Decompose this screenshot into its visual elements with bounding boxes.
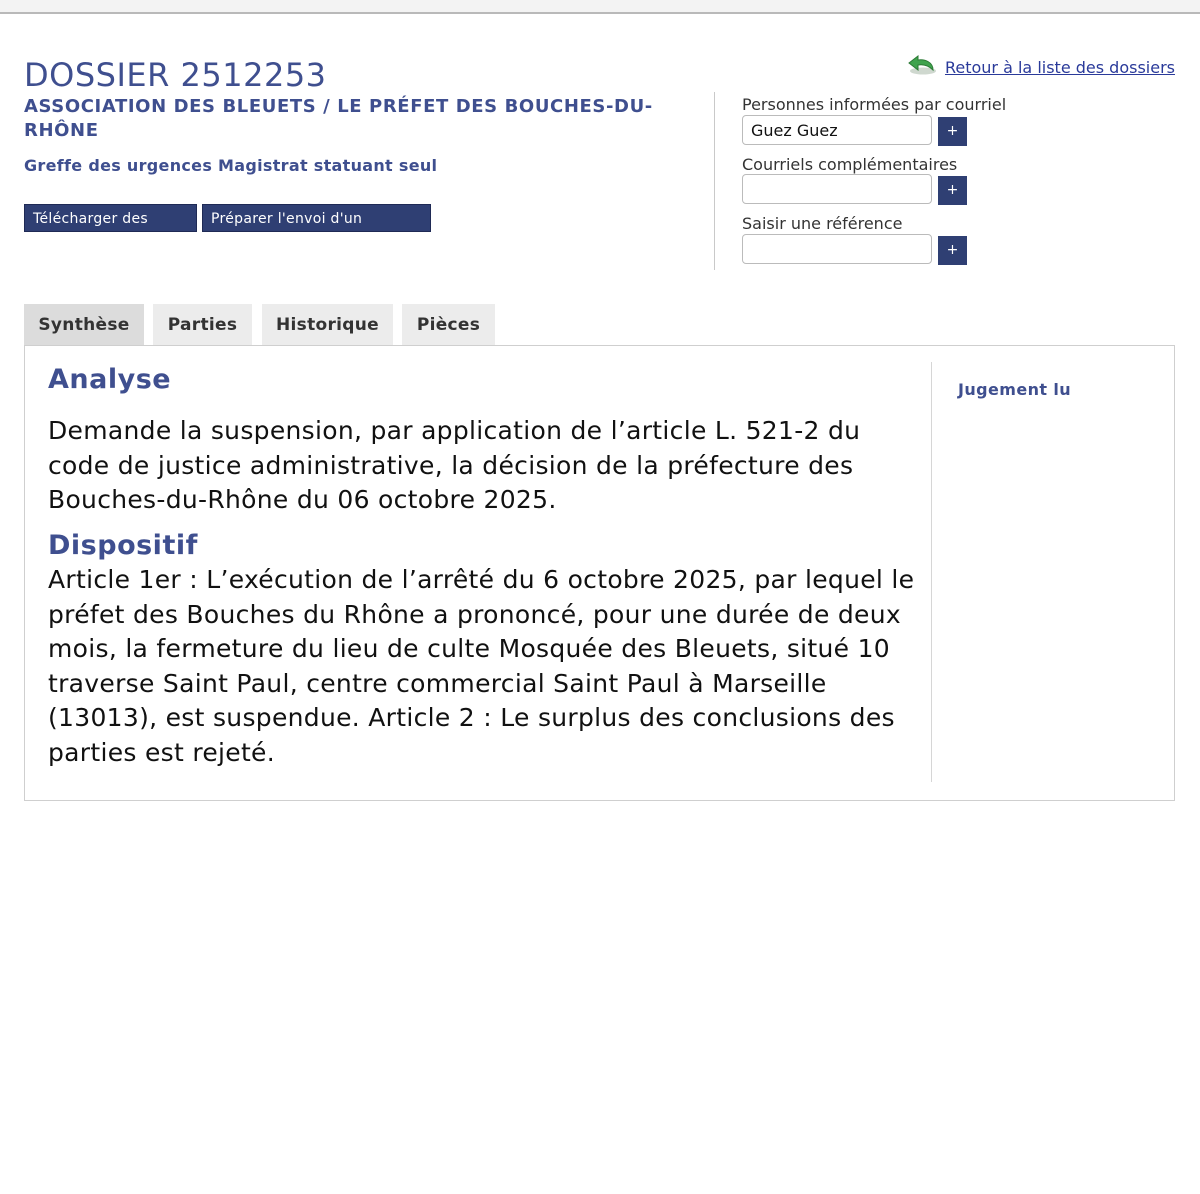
back-to-list-link[interactable]: [907, 54, 1175, 80]
analyse-text: Demande la suspension, par application de l’article L. 521-2 du code de justice administrative, la décision de la préfecture des Bouches-du-Rhône du 06 octobre 2025.: [48, 416, 861, 514]
dispositif-text: Article 1er : L’exécution de l’arrêté du 6 octobre 2025, par lequel le préfet des Bouches du Rhône a prononcé, pour une durée de deux mois, la fermeture du lieu de culte Mosquée des Bleuets, situé 10 traverse Saint Paul, centre commercial Saint Paul à Marseille (13013), est suspendue. Article 2 : Le surplus des conclusions des parties est rejeté.: [48, 565, 915, 767]
add-reference-button[interactable]: +: [938, 236, 967, 265]
tab-synthese[interactable]: Synthèse: [24, 304, 144, 346]
persons-label: Personnes informées par courriel: [742, 95, 1007, 114]
back-arrow-icon: [907, 54, 937, 80]
reference-input[interactable]: [742, 234, 932, 264]
analyse-title: Analyse: [48, 364, 172, 395]
prepare-send-button[interactable]: Préparer l'envoi d'un document: [202, 204, 431, 232]
add-email-button[interactable]: +: [938, 176, 967, 205]
download-documents-button[interactable]: Télécharger des pièces: [24, 204, 197, 232]
case-parties: ASSOCIATION DES BLEUETS / LE PRÉFET DES BOUCHES-DU-RHÔNE: [24, 96, 653, 141]
add-person-button[interactable]: +: [938, 117, 967, 146]
reference-label: Saisir une référence: [742, 214, 903, 233]
greffe-label: Greffe des urgences Magistrat statuant seul: [24, 156, 438, 175]
tab-historique[interactable]: Historique: [262, 304, 393, 346]
page-title: DOSSIER 2512253: [24, 56, 327, 94]
judgment-status: Jugement lu: [958, 380, 1072, 399]
tab-pieces[interactable]: Pièces: [402, 304, 495, 346]
emails-input[interactable]: [742, 174, 932, 204]
back-link-text[interactable]: Retour à la liste des dossiers: [944, 57, 1175, 77]
panel-divider: [931, 362, 932, 782]
tab-parties[interactable]: Parties: [153, 304, 252, 346]
persons-input[interactable]: [742, 115, 932, 145]
dispositif-title: Dispositif: [48, 530, 198, 561]
browser-top-bar: [0, 0, 1200, 14]
header-divider: [714, 92, 715, 270]
emails-label: Courriels complémentaires: [742, 155, 958, 174]
